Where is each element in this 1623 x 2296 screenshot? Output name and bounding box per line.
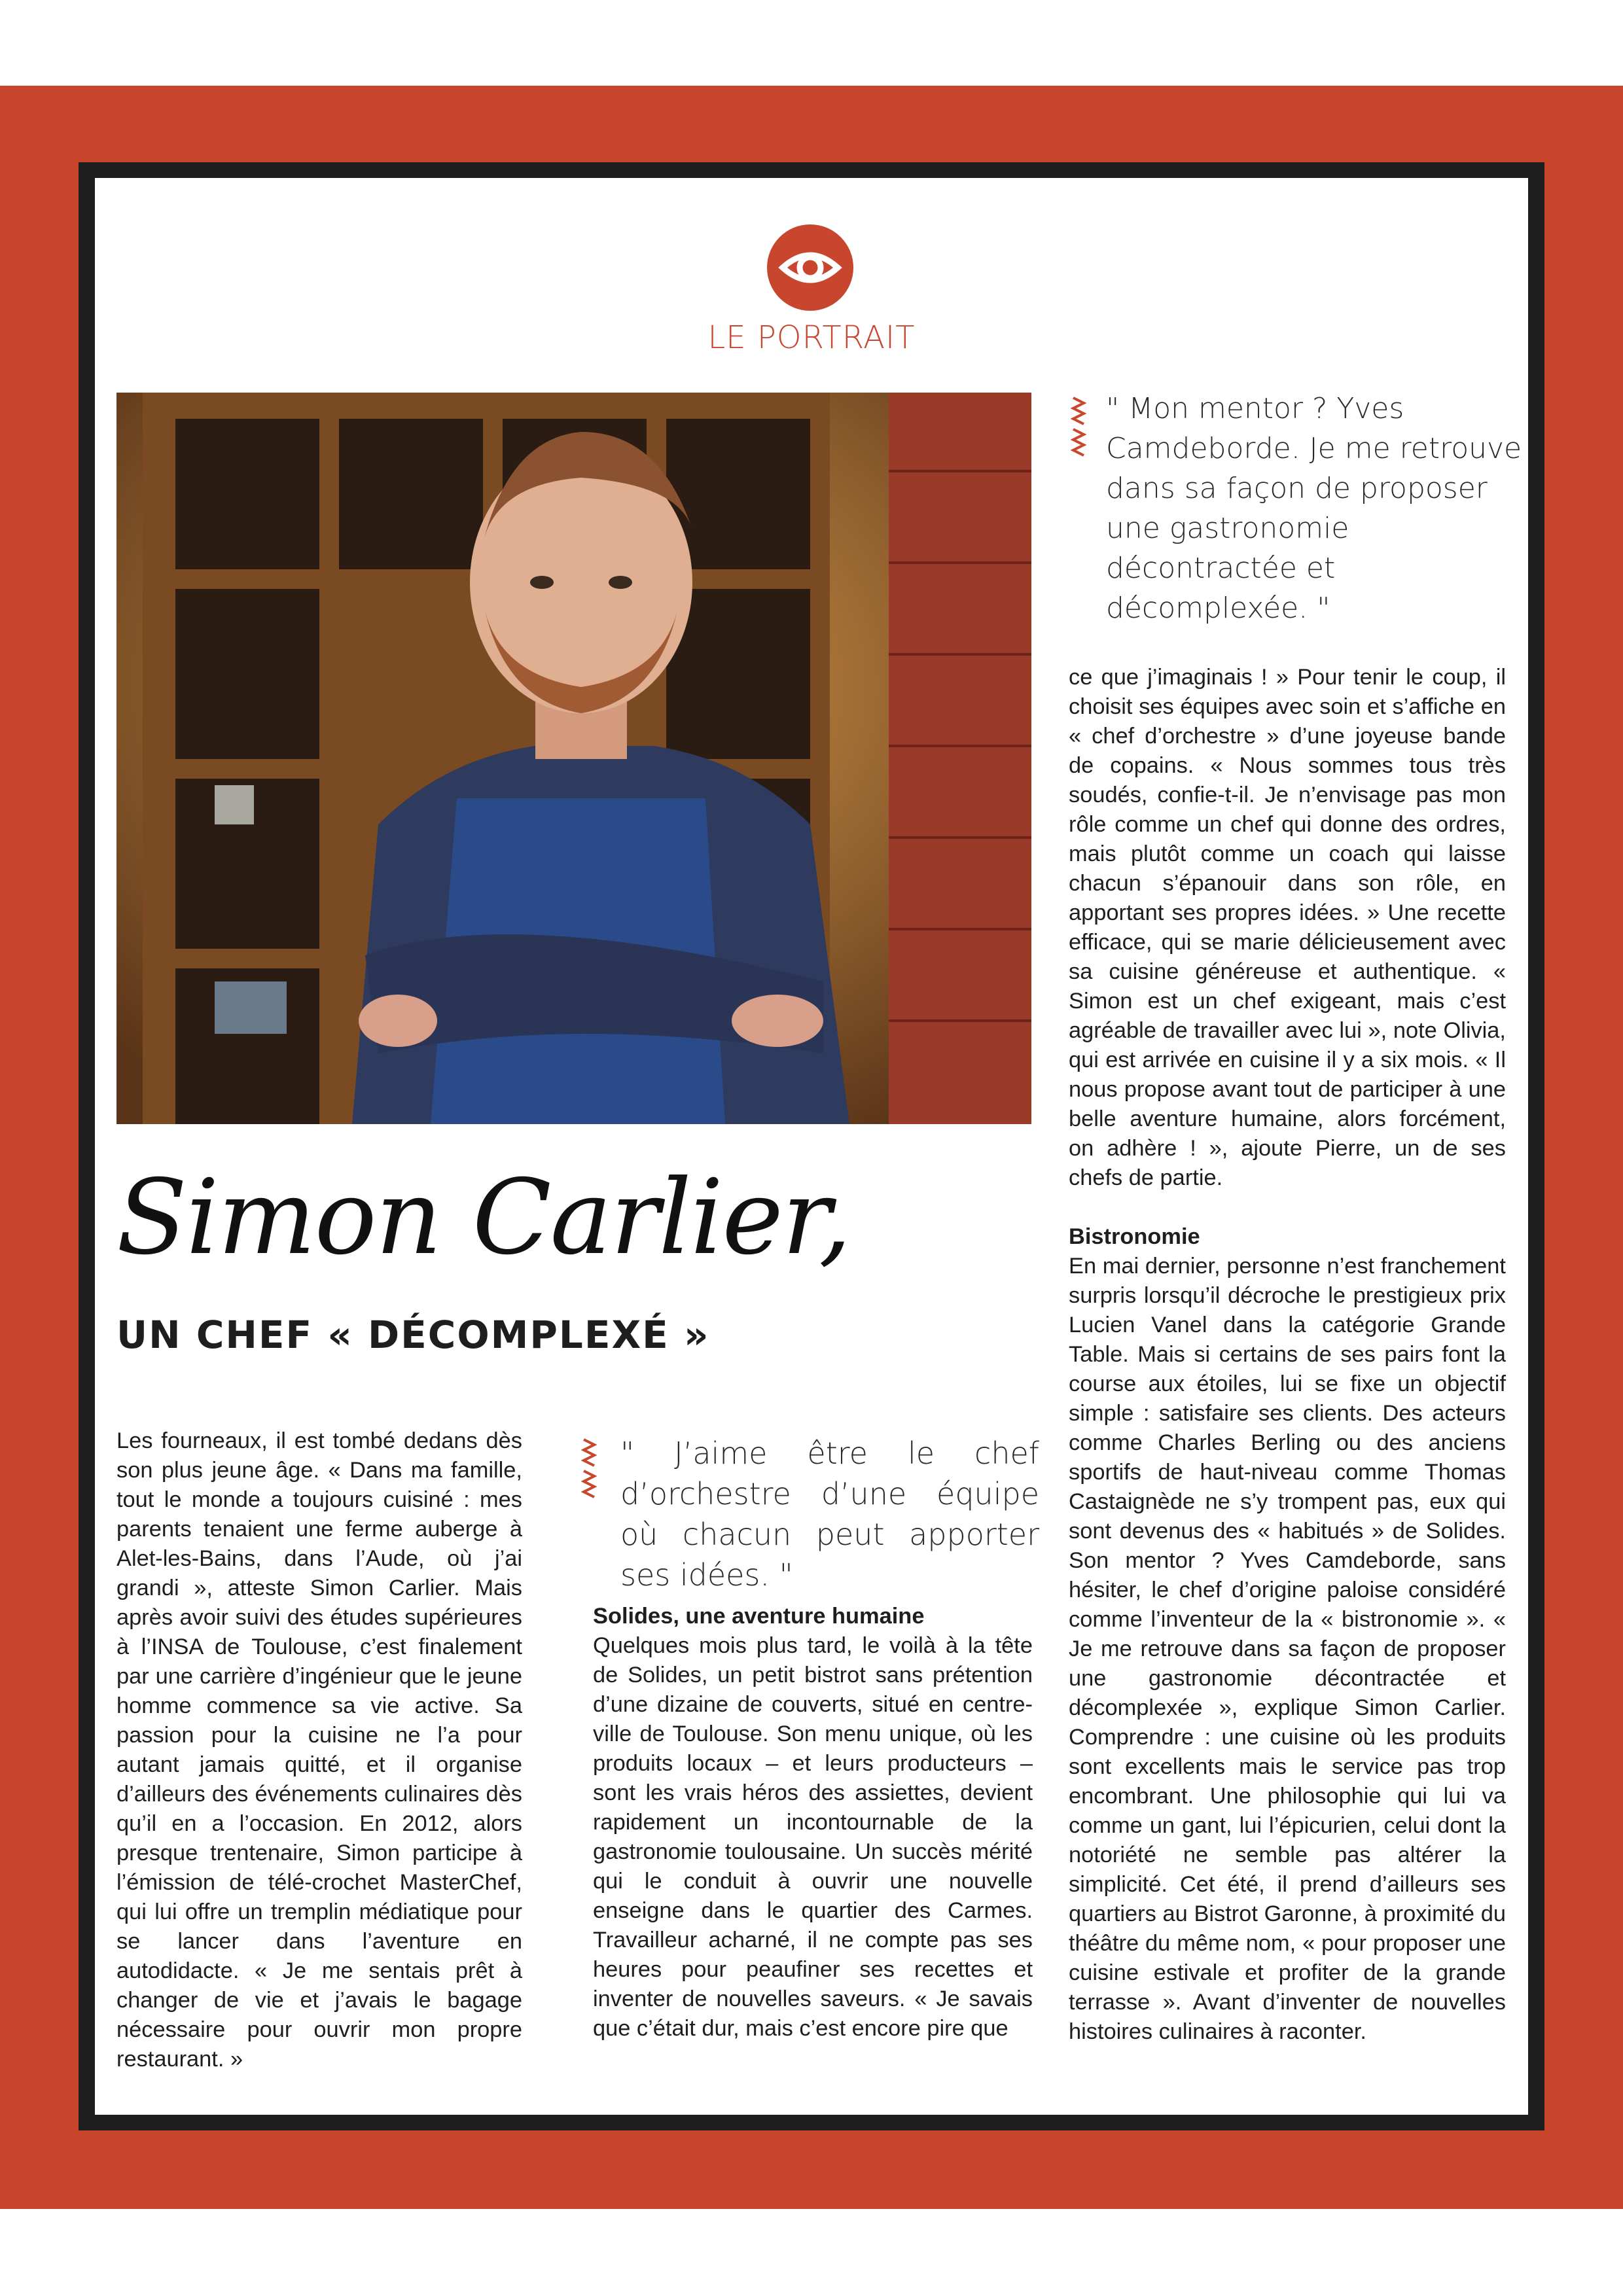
eye-icon [767,224,853,311]
article-paragraph: Quelques mois plus tard, le voilà à la tête de Solides, un petit bistrot sans prétention d’une dizaine de couverts, situé en centre-ville de Toulouse. Son menu unique, où les produits locaux – et leurs producteurs – sont les vrais héros des assiettes, devient rapidement un incontournable de la gastronomie toulousaine. Un succès mérité qui le conduit à ouvrir une nouvelle enseigne dans le quartier des Carmes. Travailleur acharné, il ne compte pas ses heures pour peaufiner ses recettes et inventer de nouvelles saveurs. « Je savais que c’était dur, mais c’est encore pire que [593,1633,1033,2041]
zigzag-ornament-top [1071,395,1086,458]
article-paragraph: ce que j’imaginais ! » Pour tenir le coup, il choisit ses équipes avec soin et s’affiche en « chef d’orchestre » d’une joyeuse bande de copains. « Nous sommes tous très soudés, confie-t-il. Je n’envisage pas mon rôle comme un chef qui donne des ordres, mais plutôt comme un coach qui laisse chacun s’épanouir dans son rôle, en apportant ses propres idées. » Une recette efficace, qui se marie délicieusement avec sa cuisine généreuse et authentique. « Simon est un chef exigeant, mais c’est agréable de travailler avec lui », note Olivia, qui est arrivée en cuisine il y a six mois. « Il nous propose avant tout de participer à une belle aventure humaine, alors forcément, on adhère ! », ajoute Pierre, un de ses chefs de partie. [1069,665,1506,1190]
article-column-1 [116,1426,522,2074]
headline-subtitle: UN CHEF « DÉCOMPLEXÉ » [116,1313,710,1357]
article-subheading: Solides, une aventure humaine [593,1604,925,1629]
article-paragraph: En mai dernier, personne n’est franchement surpris lorsqu’il décroche le prestigieux prix Lucien Vanel dans la catégorie Grande Table. Mais si certains de ses pairs font la course aux étoiles, lui se fixe un objectif simple : satisfaire ses clients. Des acteurs comme Charles Berling ou des anciens sportifs de haut-niveau comme Thomas Castaignède ne s’y trompent pas, eux qui sont devenus des « habitués » de Solides. Son mentor ? Yves Camdeborde, sans hésiter, le chef d’origine paloise considéré comme l’inventeur de la « bistronomie ». « Je me retrouve dans sa façon de proposer une gastronomie décontractée et décomplexée », explique Simon Carlier. Comprendre : une cuisine où les produits sont excellents mais le service pas trop encombrant. Une philosophie qui lui va comme un gant, lui l’épicurien, celui dont la notoriété ne semble pas altérer la simplicité. Cet été, il prend d’ailleurs ses quartiers au Bistrot Garonne, à proximité du théâtre du même nom, « pour proposer une cuisine estivale et profiter de la grande terrasse ». Avant d’inventer de nouvelles histoires culinaires à raconter. [1069,1254,1506,2044]
pull-quote-orchestra: " J’aime être le chef d’orchestre d’une équipe où chacun peut apporter ses idées. " [620,1436,1039,1593]
headline-name: Simon Carlier, [116,1157,851,1278]
zigzag-ornament-middle [581,1437,597,1500]
article-column-2 [593,1602,1033,2043]
section-label: LE PORTRAIT [707,319,916,356]
article-paragraph: Les fourneaux, il est tombé dedans dès son plus jeune âge. « Dans ma famille, tout le monde a toujours cuisiné : mes parents tenaient une ferme auberge à Alet-les-Bains, dans l’Aude, où j’ai grandi », atteste Simon Carlier. Mais après avoir suivi des études supérieures à l’INSA de Toulouse, c’est finalement par une carrière d’ingénieur que le jeune homme commence sa vie active. Sa passion pour la cuisine ne l’a pour autant jamais quitté, et il organise d’ailleurs des événements culinaires dès qu’il en a l’occasion. En 2012, alors presque trentenaire, Simon participe à l’émission de télé-crochet MasterChef, qui lui offre un tremplin médiatique pour se lancer dans l’aventure en autodidacte. « Je me sentais prêt à changer de vie et j’avais le bagage nécessaire pour ouvrir mon propre restaurant. » [116,1428,522,2072]
pull-quote-mentor: " Mon mentor ? Yves Camdeborde. Je me retrouve dans sa façon de proposer une gastronomie décontractée et décomplexée. " [1106,392,1522,625]
portrait-photo [116,393,1031,1124]
article-column-3 [1069,663,1506,2047]
article-subheading: Bistronomie [1069,1224,1200,1249]
